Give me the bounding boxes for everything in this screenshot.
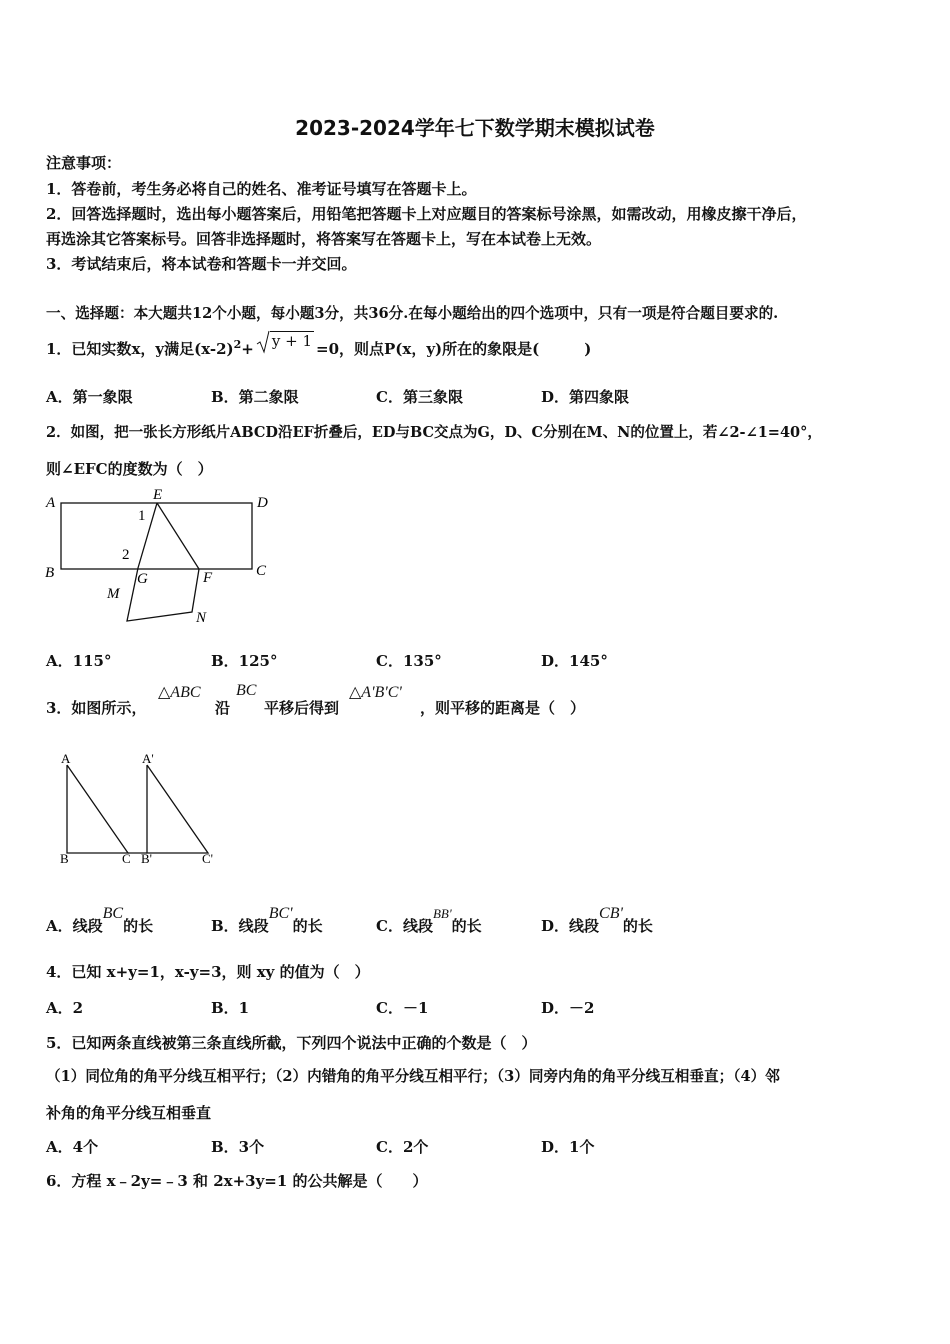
q1-option-c[interactable]: C．第三象限	[376, 388, 463, 406]
label-angle-2: 2	[122, 547, 130, 563]
q2-option-a[interactable]: A．115°	[46, 652, 112, 670]
q3-option-a-tail: 的长	[123, 917, 154, 935]
q2-stem-line2: 则∠EFC的度数为（ ）	[46, 460, 213, 478]
q1-sqrt	[256, 332, 314, 358]
label-e: E	[153, 487, 163, 503]
q4-stem: 4．已知 x+y=1，x-y=3，则 xy 的值为（ ）	[46, 963, 370, 981]
q3-option-b-label: B．线段	[211, 917, 269, 935]
page-title: 2023-2024学年七下数学期末模拟试卷	[295, 116, 655, 140]
q1-option-a[interactable]: A．第一象限	[46, 388, 133, 406]
sqrt-sign-icon	[256, 330, 270, 354]
notice-item-2a: 2．回答选择题时，选出每小题答案后，用铅笔把答题卡上对应题目的答案标号涂黑，如需改动，用橡皮擦干净后，	[46, 205, 807, 223]
question-1	[46, 332, 592, 359]
q2-figure	[40, 484, 280, 626]
q3-option-d[interactable]	[541, 902, 653, 935]
label-a: A	[46, 495, 56, 511]
q1-post: =0，则点P(x，y)所在的象限是( )	[316, 340, 592, 358]
triangle-abc-prime	[147, 765, 208, 853]
q4-option-b[interactable]: B．1	[211, 999, 250, 1017]
q2-option-c[interactable]: C．135°	[376, 652, 442, 670]
label-f: F	[203, 570, 213, 586]
label-c: C	[256, 563, 267, 579]
q5-option-b[interactable]: B．3个	[211, 1138, 265, 1156]
label-b: B	[45, 565, 55, 581]
q5-stem-line3: 补角的角平分线互相垂直	[46, 1104, 212, 1122]
q3-option-d-math: CB'	[599, 905, 623, 922]
q4-option-d[interactable]: D．－2	[541, 999, 595, 1017]
notice-item-2b: 再选涂其它答案标号。回答非选择题时，将答案写在答题卡上，写在本试卷上无效。	[46, 230, 602, 248]
label-n: N	[196, 610, 207, 626]
q3-option-b-tail: 的长	[292, 917, 323, 935]
q3-figure	[50, 745, 230, 870]
q1-option-b[interactable]: B．第二象限	[211, 388, 299, 406]
q3-segment-bc: BC	[236, 682, 257, 699]
notice-item-3: 3．考试结束后，将本试卷和答题卡一并交回。	[46, 255, 357, 273]
rectangle-abcd	[61, 503, 252, 569]
q3-option-c[interactable]	[376, 902, 482, 935]
notice-item-1: 1．答卷前，考生务必将自己的姓名、准考证号填写在答题卡上。	[46, 180, 477, 198]
label-c-prime: C'	[202, 851, 214, 866]
q5-option-a[interactable]: A．4个	[46, 1138, 99, 1156]
q1-plus: +	[241, 340, 254, 358]
q1-radicand: y + 1	[271, 332, 312, 350]
q2-option-d[interactable]: D．145°	[541, 652, 608, 670]
q3-triangle-abc-prime: △A'B'C'	[349, 684, 402, 701]
q3-triangle-abc: △ABC	[158, 684, 201, 701]
label-a-prime: A'	[142, 751, 154, 766]
q2-stem-line1: 2．如图，把一张长方形纸片ABCD沿EF折叠后，ED与BC交点为G，D、C分别在M、N的位置上，若∠2-∠1=40°，	[46, 424, 822, 441]
label-b-prime: B'	[141, 851, 153, 866]
q3-pre: 3．如图所示，	[46, 699, 147, 717]
q3-option-d-tail: 的长	[622, 917, 653, 935]
q3-option-c-tail: 的长	[451, 917, 482, 935]
q5-stem: 5．已知两条直线被第三条直线所截，下列四个说法中正确的个数是（ ）	[46, 1034, 537, 1052]
q3-option-c-math: BB'	[432, 906, 452, 921]
triangle-abc	[67, 765, 128, 853]
q3-along: 沿	[215, 699, 231, 717]
label-c: C	[122, 851, 131, 866]
label-g: G	[137, 571, 148, 587]
q3-option-c-label: C．线段	[376, 917, 433, 935]
q5-option-d[interactable]: D．1个	[541, 1138, 595, 1156]
q6-stem: 6．方程 x﹣2y=﹣3 和 2x+3y=1 的公共解是（ ）	[46, 1172, 428, 1190]
q1-pre: 1．已知实数x，y满足(x-2)	[46, 340, 234, 358]
q3-mid: 平移后得到	[264, 699, 340, 717]
q5-stem-line2: （1）同位角的角平分线互相平行；（2）内错角的角平分线互相平行；（3）同旁内角的角平分线互相垂直；（4）邻	[46, 1068, 780, 1085]
label-angle-1: 1	[138, 508, 146, 524]
notice-heading: 注意事项：	[46, 154, 122, 172]
q2-option-b[interactable]: B．125°	[211, 652, 278, 670]
q4-option-c[interactable]: C．－1	[376, 999, 429, 1017]
label-a: A	[61, 751, 71, 766]
label-d: D	[257, 495, 268, 511]
q3-option-d-label: D．线段	[541, 917, 600, 935]
label-b: B	[60, 851, 69, 866]
q3-option-a-label: A．线段	[46, 917, 103, 935]
q3-option-b[interactable]	[211, 902, 323, 935]
q3-option-a[interactable]	[46, 902, 154, 935]
label-m: M	[107, 586, 120, 602]
q1-exponent: 2	[233, 338, 242, 351]
section-heading: 一、选择题：本大题共12个小题，每小题3分，共36分.在每小题给出的四个选项中，只有一项是符合题目要求的.	[46, 305, 779, 322]
q1-option-d[interactable]: D．第四象限	[541, 388, 630, 406]
q4-option-a[interactable]: A．2	[46, 999, 84, 1017]
q3-post: ，则平移的距离是（ ）	[420, 699, 586, 717]
q3-option-a-math: BC	[102, 905, 124, 922]
q5-option-c[interactable]: C．2个	[376, 1138, 429, 1156]
q3-option-b-math: BC'	[268, 905, 293, 922]
